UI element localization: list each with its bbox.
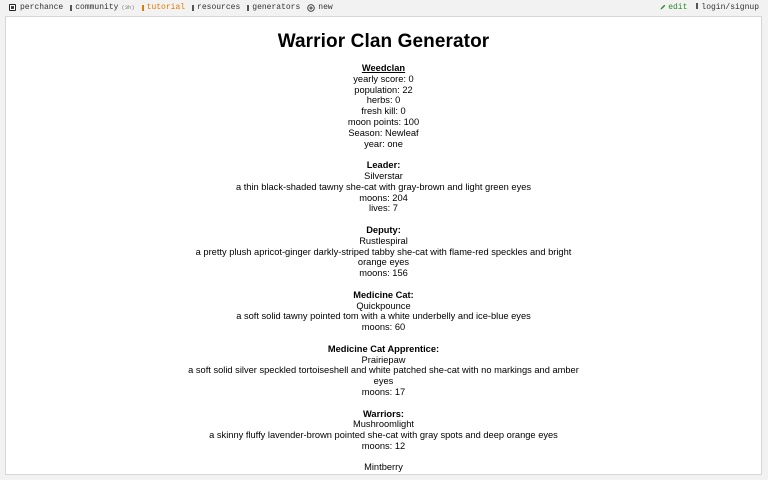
warrior-name: Mushroomlight <box>353 419 414 430</box>
deputy-name: Rustlespiral <box>359 235 408 246</box>
nav-resources-link[interactable] <box>192 3 240 12</box>
warrior-name: Mintberry <box>364 462 403 473</box>
leader-moons: moons: 204 <box>359 192 408 203</box>
nav-tutorial-link[interactable] <box>142 3 185 12</box>
nav-new-link[interactable] <box>307 3 332 12</box>
apprentice-moons: moons: 17 <box>361 386 406 397</box>
plus-circle-icon <box>307 4 315 12</box>
medicine-cat-name: Quickpounce <box>356 300 411 311</box>
dice-icon <box>9 4 16 11</box>
folder-icon <box>192 5 194 11</box>
page-title: Warrior Clan Generator <box>277 31 490 52</box>
warriors-heading: Warriors: <box>363 408 404 419</box>
nav-right-group <box>660 3 759 12</box>
generator-output-panel <box>5 16 762 475</box>
clan-stat-herbs: herbs: 0 <box>366 95 401 106</box>
apprentice-description: a soft solid silver speckled tortoiseshell and white patched she-cat with no markings and amber eyes <box>188 365 579 387</box>
nav-left-group <box>9 3 340 12</box>
nav-resources-label: resources <box>197 3 241 12</box>
nav-community-link[interactable] <box>70 3 134 12</box>
clan-stat-fresh-kill: fresh kill: 0 <box>361 106 406 117</box>
deputy-heading: Deputy: <box>366 224 401 235</box>
clan-output <box>6 63 761 473</box>
nav-generators-link[interactable] <box>247 3 300 12</box>
clan-stat-season: Season: Newleaf <box>348 127 419 138</box>
leader-lives: lives: 7 <box>369 203 398 214</box>
clan-stat-yearly-score: yearly score: 0 <box>353 73 414 84</box>
edit-button[interactable] <box>660 3 687 12</box>
community-activity-badge: (3h) <box>121 4 135 11</box>
login-signup-link[interactable] <box>696 3 759 12</box>
apprentice-name: Prairiepaw <box>361 354 406 365</box>
clan-stat-moon-points: moon points: 100 <box>347 116 420 127</box>
warrior-moons: moons: 12 <box>361 440 406 451</box>
nav-tutorial-label: tutorial <box>146 3 186 12</box>
clan-stat-year: year: one <box>364 138 403 149</box>
book-icon <box>142 5 144 11</box>
leader-name: Silverstar <box>364 170 403 181</box>
login-label: login/signup <box>701 3 759 12</box>
nav-perchance-label: perchance <box>20 3 64 12</box>
nav-perchance-link[interactable] <box>9 3 63 12</box>
deputy-moons: moons: 156 <box>359 268 408 279</box>
grid-icon <box>247 5 249 11</box>
warrior-description: a skinny fluffy lavender-brown pointed she-cat with gray spots and deep orange eyes <box>209 430 558 441</box>
nav-new-label: new <box>318 3 333 12</box>
pencil-icon <box>660 4 666 10</box>
leader-heading: Leader: <box>366 160 401 171</box>
leader-description: a thin black-shaded tawny she-cat with gray-brown and light green eyes <box>235 181 532 192</box>
clan-stat-population: population: 22 <box>354 84 413 95</box>
apprentice-heading: Medicine Cat Apprentice: <box>327 343 440 354</box>
user-icon <box>696 3 698 9</box>
nav-community-label: community <box>75 3 119 12</box>
chat-icon <box>70 5 72 11</box>
clan-name: Weedclan <box>361 63 406 73</box>
nav-generators-label: generators <box>252 3 301 12</box>
medicine-cat-heading: Medicine Cat: <box>353 289 414 300</box>
top-nav-bar <box>0 0 768 16</box>
generator-content <box>6 30 761 473</box>
deputy-description: a pretty plush apricot-ginger darkly-striped tabby she-cat with flame-red speckles and bright orange eyes <box>195 246 572 268</box>
medicine-cat-description: a soft solid tawny pointed tom with a white underbelly and ice-blue eyes <box>236 311 531 322</box>
medicine-cat-moons: moons: 60 <box>361 322 406 333</box>
edit-label: edit <box>668 3 688 12</box>
